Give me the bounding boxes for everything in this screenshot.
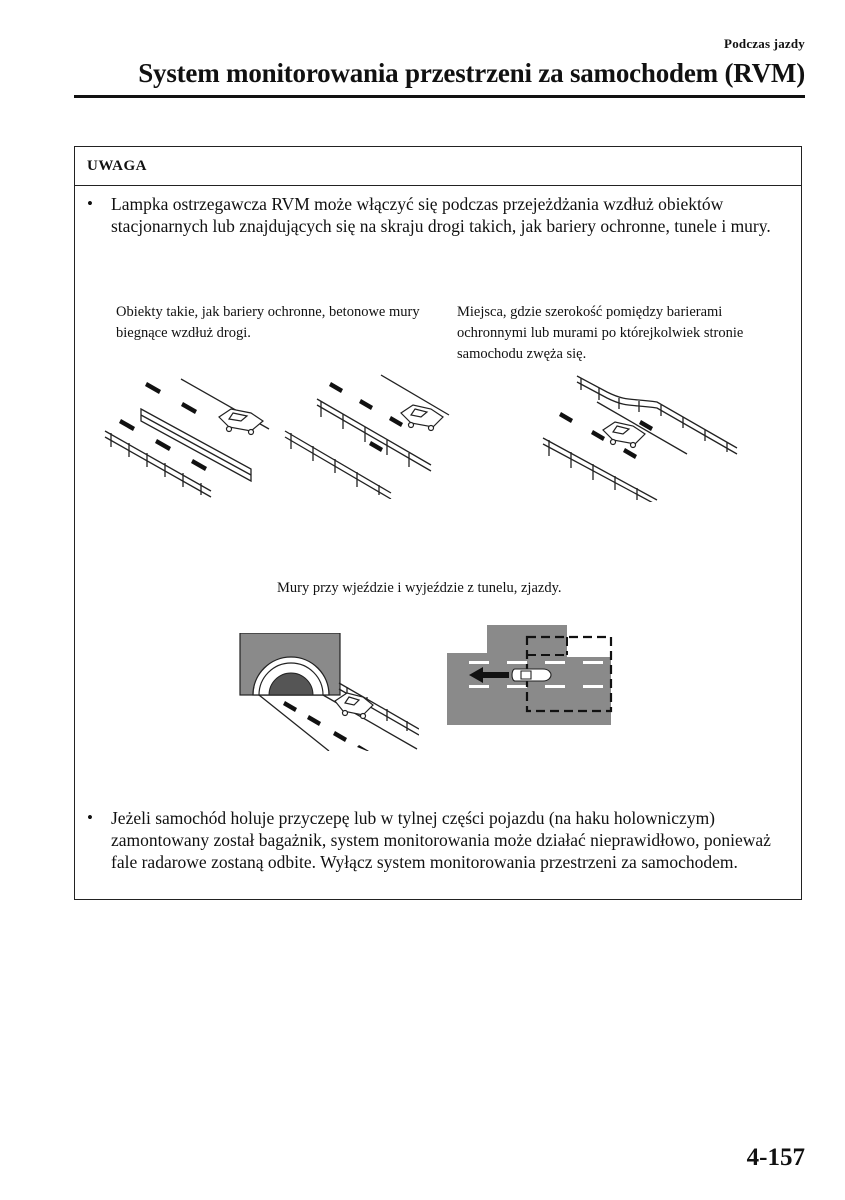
illustration-exit-ramp — [447, 625, 617, 727]
caution-box — [74, 146, 802, 900]
page-number: 4-157 — [746, 1144, 805, 1171]
caution-title: UWAGA — [87, 158, 148, 174]
illustration-narrowing-road — [537, 372, 747, 502]
illustration-tunnel — [239, 633, 419, 751]
bullet-icon: • — [87, 808, 93, 827]
bullet-icon: • — [87, 194, 93, 213]
illustration-concrete-wall — [101, 369, 271, 499]
bullet-text: Lampka ostrzegawcza RVM może włączyć się podczas przejeżdżania wzdłuż obiektów stacjonarnych lub znajdujących się na skraju drogi takich, jak bariery ochronne, tunele i mury. — [111, 194, 771, 236]
caution-header — [75, 147, 801, 186]
bullet-item — [87, 807, 787, 873]
caption-narrowing: Miejsca, gdzie szerokość pomiędzy barierami ochronnymi lub murami po którejkolwiek stronie samochodu zwęża się. — [457, 304, 744, 362]
illustration-guardrails — [281, 369, 451, 499]
section-label: Podczas jazdy — [724, 36, 805, 51]
bullet-item — [87, 193, 787, 237]
page-title: System monitorowania przestrzeni za samochodem (RVM) — [138, 58, 805, 88]
bullet-text: Jeżeli samochód holuje przyczepę lub w tylnej części pojazdu (na haku holowniczym) zamontowany został bagażnik, system monitorowania może działać nieprawidłowo, ponieważ fale radarowe zostaną odbite. Wyłącz system monitorowania przestrzeni za samochodem. — [111, 808, 771, 872]
title-divider — [74, 95, 805, 98]
caption-barriers: Obiekty takie, jak bariery ochronne, betonowe mury biegnące wzdłuż drogi. — [116, 304, 420, 341]
caption-tunnel: Mury przy wjeździe i wyjeździe z tunelu, zjazdy. — [277, 580, 562, 596]
